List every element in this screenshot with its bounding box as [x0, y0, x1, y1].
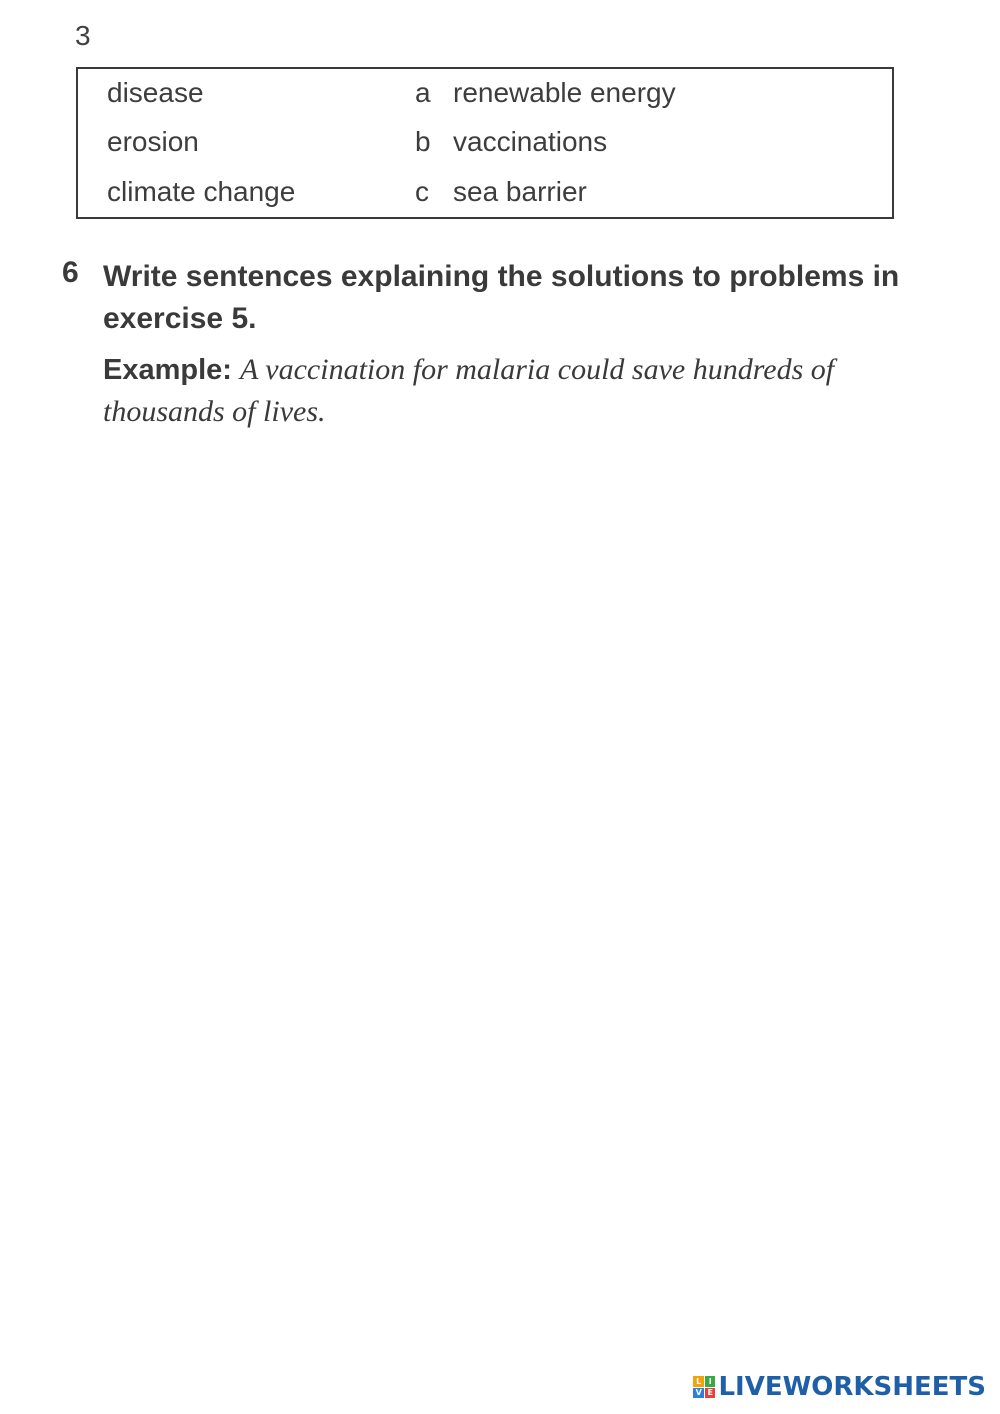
problem-term: erosion: [107, 126, 199, 157]
example-label: Example:: [103, 354, 232, 386]
exercise-number: 6: [62, 256, 79, 289]
logo-tile: L: [693, 1376, 704, 1387]
logo-tile: I: [705, 1376, 716, 1387]
solution-term: vaccinations: [453, 126, 608, 157]
matching-row: [78, 77, 892, 117]
solution-term: renewable energy: [453, 77, 676, 108]
example-text: A vaccination for malaria could save hundreds of thousands of lives.: [103, 353, 835, 428]
page-number: 3: [75, 20, 91, 51]
option-letter: c: [415, 176, 429, 207]
liveworksheets-logo-icon: [693, 1376, 715, 1398]
solution-term: sea barrier: [453, 176, 587, 207]
option-letter: b: [415, 126, 431, 157]
problem-term: climate change: [107, 176, 296, 207]
example: [103, 349, 933, 433]
problem-term: disease: [107, 77, 204, 108]
logo-tile: E: [705, 1388, 716, 1399]
matching-table: [76, 67, 894, 219]
matching-row: [78, 176, 892, 216]
exercise-instruction: Write sentences explaining the solutions to problems in exercise 5.: [103, 260, 900, 335]
matching-row: [78, 126, 892, 166]
liveworksheets-brand[interactable]: [693, 1370, 986, 1404]
brand-name: LIVEWORKSHEETS: [718, 1372, 986, 1402]
logo-tile: V: [693, 1388, 704, 1399]
option-letter: a: [415, 77, 431, 108]
